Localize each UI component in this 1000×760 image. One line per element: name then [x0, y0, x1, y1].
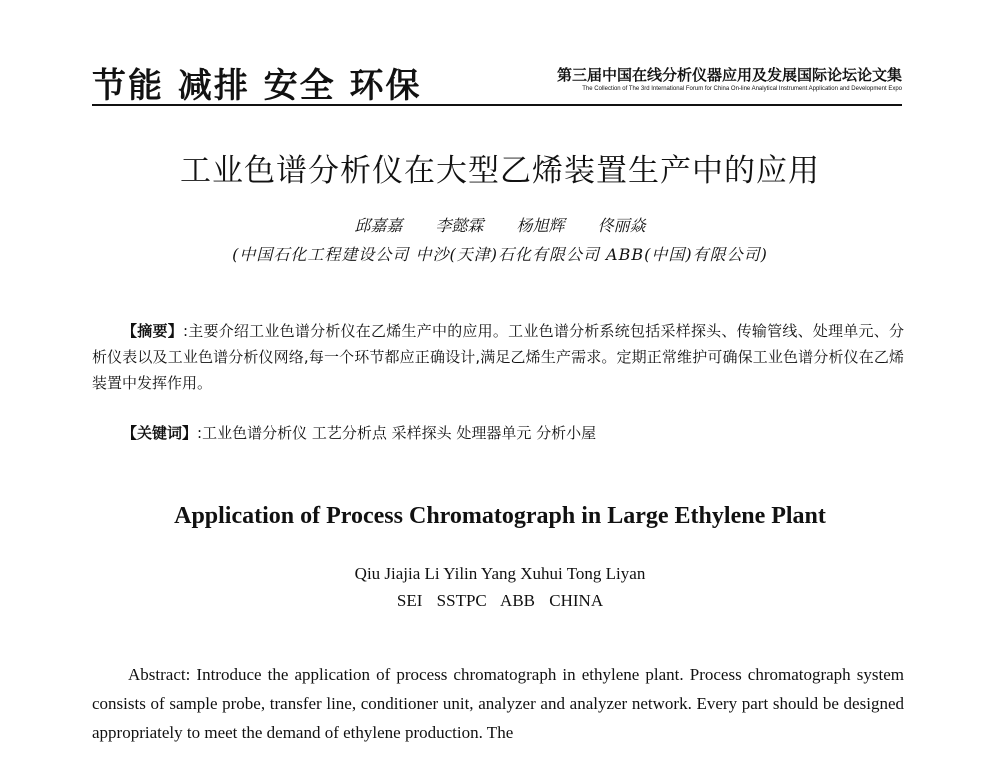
- keywords-cn: [92, 420, 904, 446]
- affiliation-cn: (中国石化工程建设公司 中沙(天津)石化有限公司 ABB(中国)有限公司): [232, 245, 768, 264]
- abstract-en: Abstract: Introduce the application of process chromatograph in ethylene plant. Process chromatograph system consists of sample probe, transfer line, conditioner unit, analyzer and analyzer network. Every part should be designed appropriately to meet the demand of ethylene production. The: [92, 665, 904, 742]
- abstract-cn-label: 【摘要】: [122, 322, 183, 340]
- affiliation-en: SEI SSTPC ABB CHINA: [396, 591, 604, 610]
- proceedings-title: 第三届中国在线分析仪器应用及发展国际论坛论文集: [556, 66, 902, 84]
- authors-cn: 邱嘉嘉 李懿霖 杨旭辉 佟丽焱: [354, 216, 646, 235]
- proceedings-subtitle: The Collection of The 3rd International Forum for China On-line Analytical Instrument Application and Development Expo: [582, 86, 902, 92]
- abstract-cn: [92, 318, 904, 396]
- keywords-cn-text: :工业色谱分析仪 工艺分析点 采样探头 处理器单元 分析小屋: [197, 424, 597, 442]
- abstract-cn-text: :主要介绍工业色谱分析仪在乙烯生产中的应用。工业色谱分析系统包括采样探头、传输管线、处理单元、分析仪表以及工业色谱分析仪网络,每一个环节都应正确设计,满足乙烯生产需求。定期正常维护可确保工业色谱分析仪在乙烯装置中发挥作用。: [92, 322, 904, 392]
- running-header: [92, 58, 902, 106]
- authors-en: Qiu Jiajia Li Yilin Yang Xuhui Tong Liyan: [354, 564, 646, 583]
- keywords-cn-label: 【关键词】: [122, 424, 198, 442]
- paper-title-en: Application of Process Chromatograph in Large Ethylene Plant: [174, 503, 826, 529]
- header-slogan: 节能 减排 安全 环保: [92, 66, 422, 106]
- paper-title-cn: 工业色谱分析仪在大型乙烯装置生产中的应用: [180, 153, 820, 189]
